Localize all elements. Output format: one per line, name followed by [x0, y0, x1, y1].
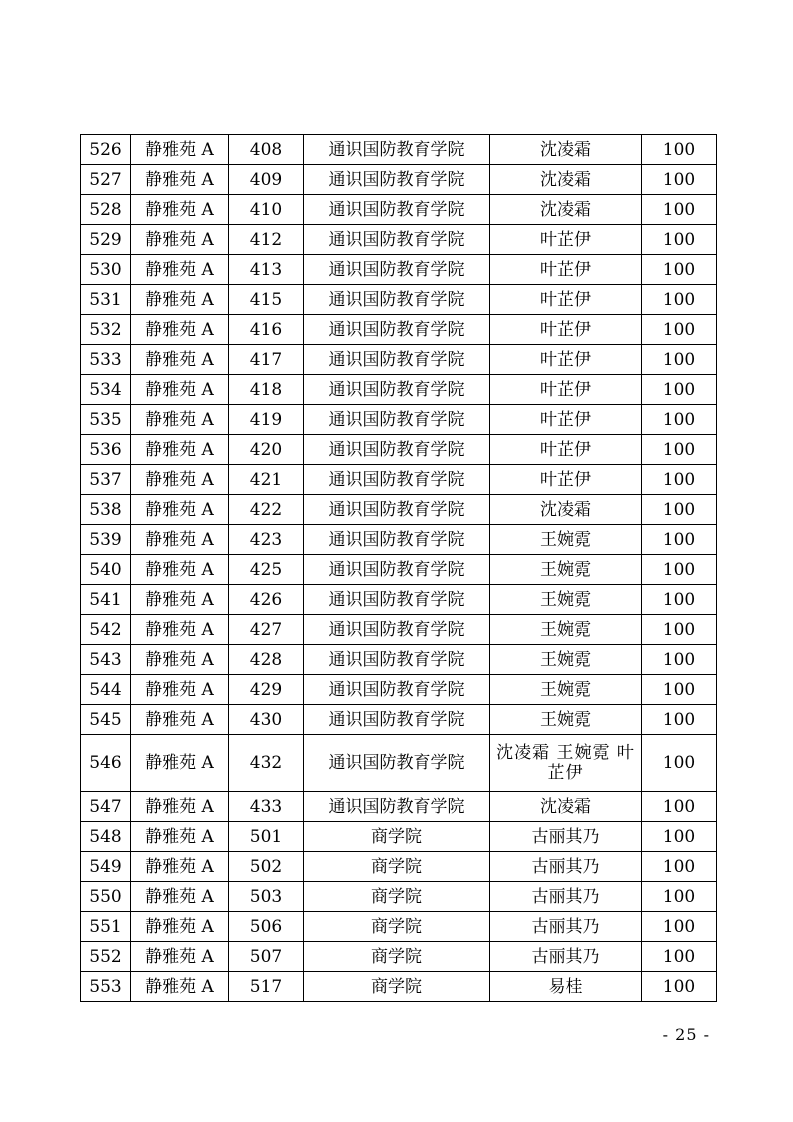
score-cell: 100: [642, 852, 717, 882]
room-number-cell: 433: [229, 792, 304, 822]
college-cell: 商学院: [304, 852, 490, 882]
table-row: [81, 645, 717, 675]
building-cell: 静雅苑 A: [131, 195, 229, 225]
row-number-cell: 544: [81, 675, 131, 705]
table-row: [81, 615, 717, 645]
building-cell: 静雅苑 A: [131, 942, 229, 972]
row-number-cell: 530: [81, 255, 131, 285]
table-row: [81, 792, 717, 822]
college-cell: 通识国防教育学院: [304, 165, 490, 195]
room-number-cell: 503: [229, 882, 304, 912]
room-number-cell: 419: [229, 405, 304, 435]
row-number-cell: 540: [81, 555, 131, 585]
inspector-cell: 叶芷伊: [490, 405, 642, 435]
row-number-cell: 548: [81, 822, 131, 852]
building-cell: 静雅苑 A: [131, 615, 229, 645]
building-cell: 静雅苑 A: [131, 495, 229, 525]
page-number: - 25 -: [662, 1025, 710, 1044]
score-cell: 100: [642, 882, 717, 912]
building-cell: 静雅苑 A: [131, 555, 229, 585]
table-row: [81, 315, 717, 345]
inspector-cell: 古丽其乃: [490, 822, 642, 852]
college-cell: 通识国防教育学院: [304, 375, 490, 405]
room-number-cell: 417: [229, 345, 304, 375]
college-cell: 通识国防教育学院: [304, 675, 490, 705]
room-number-cell: 418: [229, 375, 304, 405]
row-number-cell: 545: [81, 705, 131, 735]
building-cell: 静雅苑 A: [131, 465, 229, 495]
room-number-cell: 420: [229, 435, 304, 465]
row-number-cell: 550: [81, 882, 131, 912]
row-number-cell: 528: [81, 195, 131, 225]
table-row: [81, 912, 717, 942]
building-cell: 静雅苑 A: [131, 912, 229, 942]
row-number-cell: 529: [81, 225, 131, 255]
table-row: [81, 555, 717, 585]
inspector-cell: 王婉霓: [490, 585, 642, 615]
building-cell: 静雅苑 A: [131, 375, 229, 405]
college-cell: 通识国防教育学院: [304, 435, 490, 465]
room-number-cell: 430: [229, 705, 304, 735]
room-number-cell: 507: [229, 942, 304, 972]
room-number-cell: 428: [229, 645, 304, 675]
building-cell: 静雅苑 A: [131, 345, 229, 375]
college-cell: 通识国防教育学院: [304, 585, 490, 615]
inspector-cell: 王婉霓: [490, 555, 642, 585]
score-cell: 100: [642, 165, 717, 195]
college-cell: 商学院: [304, 912, 490, 942]
room-number-cell: 506: [229, 912, 304, 942]
college-cell: 通识国防教育学院: [304, 135, 490, 165]
row-number-cell: 533: [81, 345, 131, 375]
college-cell: 通识国防教育学院: [304, 495, 490, 525]
row-number-cell: 552: [81, 942, 131, 972]
inspector-cell: 沈凌霜: [490, 165, 642, 195]
building-cell: 静雅苑 A: [131, 852, 229, 882]
score-cell: 100: [642, 585, 717, 615]
table-row: [81, 525, 717, 555]
inspector-cell: 叶芷伊: [490, 435, 642, 465]
score-cell: 100: [642, 792, 717, 822]
building-cell: 静雅苑 A: [131, 585, 229, 615]
score-cell: 100: [642, 255, 717, 285]
table-row: [81, 675, 717, 705]
room-number-cell: 409: [229, 165, 304, 195]
inspector-cell: 叶芷伊: [490, 345, 642, 375]
row-number-cell: 532: [81, 315, 131, 345]
inspector-cell: 古丽其乃: [490, 942, 642, 972]
building-cell: 静雅苑 A: [131, 285, 229, 315]
inspector-cell: 叶芷伊: [490, 285, 642, 315]
building-cell: 静雅苑 A: [131, 135, 229, 165]
table-row: [81, 165, 717, 195]
inspector-cell: 沈凌霜 王婉霓 叶芷伊: [490, 735, 642, 792]
table-row: [81, 882, 717, 912]
college-cell: 通识国防教育学院: [304, 735, 490, 792]
inspector-cell: 王婉霓: [490, 645, 642, 675]
score-cell: 100: [642, 705, 717, 735]
building-cell: 静雅苑 A: [131, 675, 229, 705]
score-cell: 100: [642, 495, 717, 525]
score-cell: 100: [642, 315, 717, 345]
inspector-cell: 叶芷伊: [490, 375, 642, 405]
row-number-cell: 537: [81, 465, 131, 495]
inspector-cell: 叶芷伊: [490, 225, 642, 255]
row-number-cell: 542: [81, 615, 131, 645]
table-row: [81, 225, 717, 255]
building-cell: 静雅苑 A: [131, 435, 229, 465]
college-cell: 通识国防教育学院: [304, 195, 490, 225]
table-row: [81, 345, 717, 375]
dormitory-score-table: [80, 134, 717, 1002]
table-row: [81, 972, 717, 1002]
building-cell: 静雅苑 A: [131, 225, 229, 255]
row-number-cell: 541: [81, 585, 131, 615]
room-number-cell: 416: [229, 315, 304, 345]
room-number-cell: 422: [229, 495, 304, 525]
college-cell: 商学院: [304, 942, 490, 972]
table-row: [81, 822, 717, 852]
row-number-cell: 547: [81, 792, 131, 822]
table-row: [81, 375, 717, 405]
room-number-cell: 502: [229, 852, 304, 882]
room-number-cell: 426: [229, 585, 304, 615]
score-cell: 100: [642, 135, 717, 165]
building-cell: 静雅苑 A: [131, 405, 229, 435]
inspector-cell: 沈凌霜: [490, 792, 642, 822]
row-number-cell: 534: [81, 375, 131, 405]
score-cell: 100: [642, 645, 717, 675]
room-number-cell: 425: [229, 555, 304, 585]
room-number-cell: 432: [229, 735, 304, 792]
inspector-cell: 沈凌霜: [490, 135, 642, 165]
table-row: [81, 585, 717, 615]
inspector-cell: 沈凌霜: [490, 495, 642, 525]
building-cell: 静雅苑 A: [131, 315, 229, 345]
row-number-cell: 536: [81, 435, 131, 465]
table-row: [81, 435, 717, 465]
row-number-cell: 551: [81, 912, 131, 942]
college-cell: 通识国防教育学院: [304, 645, 490, 675]
room-number-cell: 423: [229, 525, 304, 555]
inspector-cell: 王婉霓: [490, 675, 642, 705]
college-cell: 通识国防教育学院: [304, 405, 490, 435]
inspector-cell: 古丽其乃: [490, 882, 642, 912]
row-number-cell: 535: [81, 405, 131, 435]
inspector-cell: 沈凌霜: [490, 195, 642, 225]
score-cell: 100: [642, 525, 717, 555]
table-row: [81, 405, 717, 435]
college-cell: 通识国防教育学院: [304, 792, 490, 822]
score-cell: 100: [642, 972, 717, 1002]
score-cell: 100: [642, 435, 717, 465]
college-cell: 商学院: [304, 882, 490, 912]
room-number-cell: 408: [229, 135, 304, 165]
college-cell: 通识国防教育学院: [304, 225, 490, 255]
score-cell: 100: [642, 912, 717, 942]
building-cell: 静雅苑 A: [131, 645, 229, 675]
row-number-cell: 553: [81, 972, 131, 1002]
score-cell: 100: [642, 345, 717, 375]
inspector-cell: 易桂: [490, 972, 642, 1002]
table-row: [81, 495, 717, 525]
table-row: [81, 195, 717, 225]
room-number-cell: 415: [229, 285, 304, 315]
row-number-cell: 543: [81, 645, 131, 675]
table-row: [81, 705, 717, 735]
inspector-cell: 叶芷伊: [490, 315, 642, 345]
score-cell: 100: [642, 375, 717, 405]
college-cell: 商学院: [304, 972, 490, 1002]
college-cell: 通识国防教育学院: [304, 705, 490, 735]
score-cell: 100: [642, 405, 717, 435]
building-cell: 静雅苑 A: [131, 972, 229, 1002]
room-number-cell: 501: [229, 822, 304, 852]
college-cell: 通识国防教育学院: [304, 345, 490, 375]
college-cell: 通识国防教育学院: [304, 615, 490, 645]
table-row: [81, 942, 717, 972]
score-cell: 100: [642, 555, 717, 585]
building-cell: 静雅苑 A: [131, 525, 229, 555]
building-cell: 静雅苑 A: [131, 705, 229, 735]
score-cell: 100: [642, 675, 717, 705]
table-row: [81, 135, 717, 165]
room-number-cell: 427: [229, 615, 304, 645]
table-row: [81, 285, 717, 315]
college-cell: 商学院: [304, 822, 490, 852]
building-cell: 静雅苑 A: [131, 822, 229, 852]
room-number-cell: 517: [229, 972, 304, 1002]
inspector-cell: 叶芷伊: [490, 465, 642, 495]
score-cell: 100: [642, 225, 717, 255]
room-number-cell: 429: [229, 675, 304, 705]
building-cell: 静雅苑 A: [131, 882, 229, 912]
building-cell: 静雅苑 A: [131, 165, 229, 195]
table-row: [81, 255, 717, 285]
score-cell: 100: [642, 735, 717, 792]
row-number-cell: 539: [81, 525, 131, 555]
row-number-cell: 538: [81, 495, 131, 525]
inspector-cell: 王婉霓: [490, 525, 642, 555]
score-cell: 100: [642, 285, 717, 315]
inspector-cell: 王婉霓: [490, 705, 642, 735]
score-cell: 100: [642, 615, 717, 645]
inspector-cell: 王婉霓: [490, 615, 642, 645]
row-number-cell: 546: [81, 735, 131, 792]
room-number-cell: 412: [229, 225, 304, 255]
inspector-cell: 古丽其乃: [490, 912, 642, 942]
score-cell: 100: [642, 195, 717, 225]
score-cell: 100: [642, 942, 717, 972]
table-row: [81, 852, 717, 882]
room-number-cell: 413: [229, 255, 304, 285]
row-number-cell: 527: [81, 165, 131, 195]
college-cell: 通识国防教育学院: [304, 555, 490, 585]
college-cell: 通识国防教育学院: [304, 315, 490, 345]
college-cell: 通识国防教育学院: [304, 465, 490, 495]
row-number-cell: 526: [81, 135, 131, 165]
college-cell: 通识国防教育学院: [304, 525, 490, 555]
college-cell: 通识国防教育学院: [304, 285, 490, 315]
building-cell: 静雅苑 A: [131, 792, 229, 822]
row-number-cell: 531: [81, 285, 131, 315]
score-cell: 100: [642, 465, 717, 495]
table-row: [81, 465, 717, 495]
inspector-cell: 古丽其乃: [490, 852, 642, 882]
room-number-cell: 410: [229, 195, 304, 225]
building-cell: 静雅苑 A: [131, 255, 229, 285]
building-cell: 静雅苑 A: [131, 735, 229, 792]
table-body: [81, 135, 717, 1002]
college-cell: 通识国防教育学院: [304, 255, 490, 285]
inspector-cell: 叶芷伊: [490, 255, 642, 285]
row-number-cell: 549: [81, 852, 131, 882]
table-row: [81, 735, 717, 792]
score-cell: 100: [642, 822, 717, 852]
room-number-cell: 421: [229, 465, 304, 495]
